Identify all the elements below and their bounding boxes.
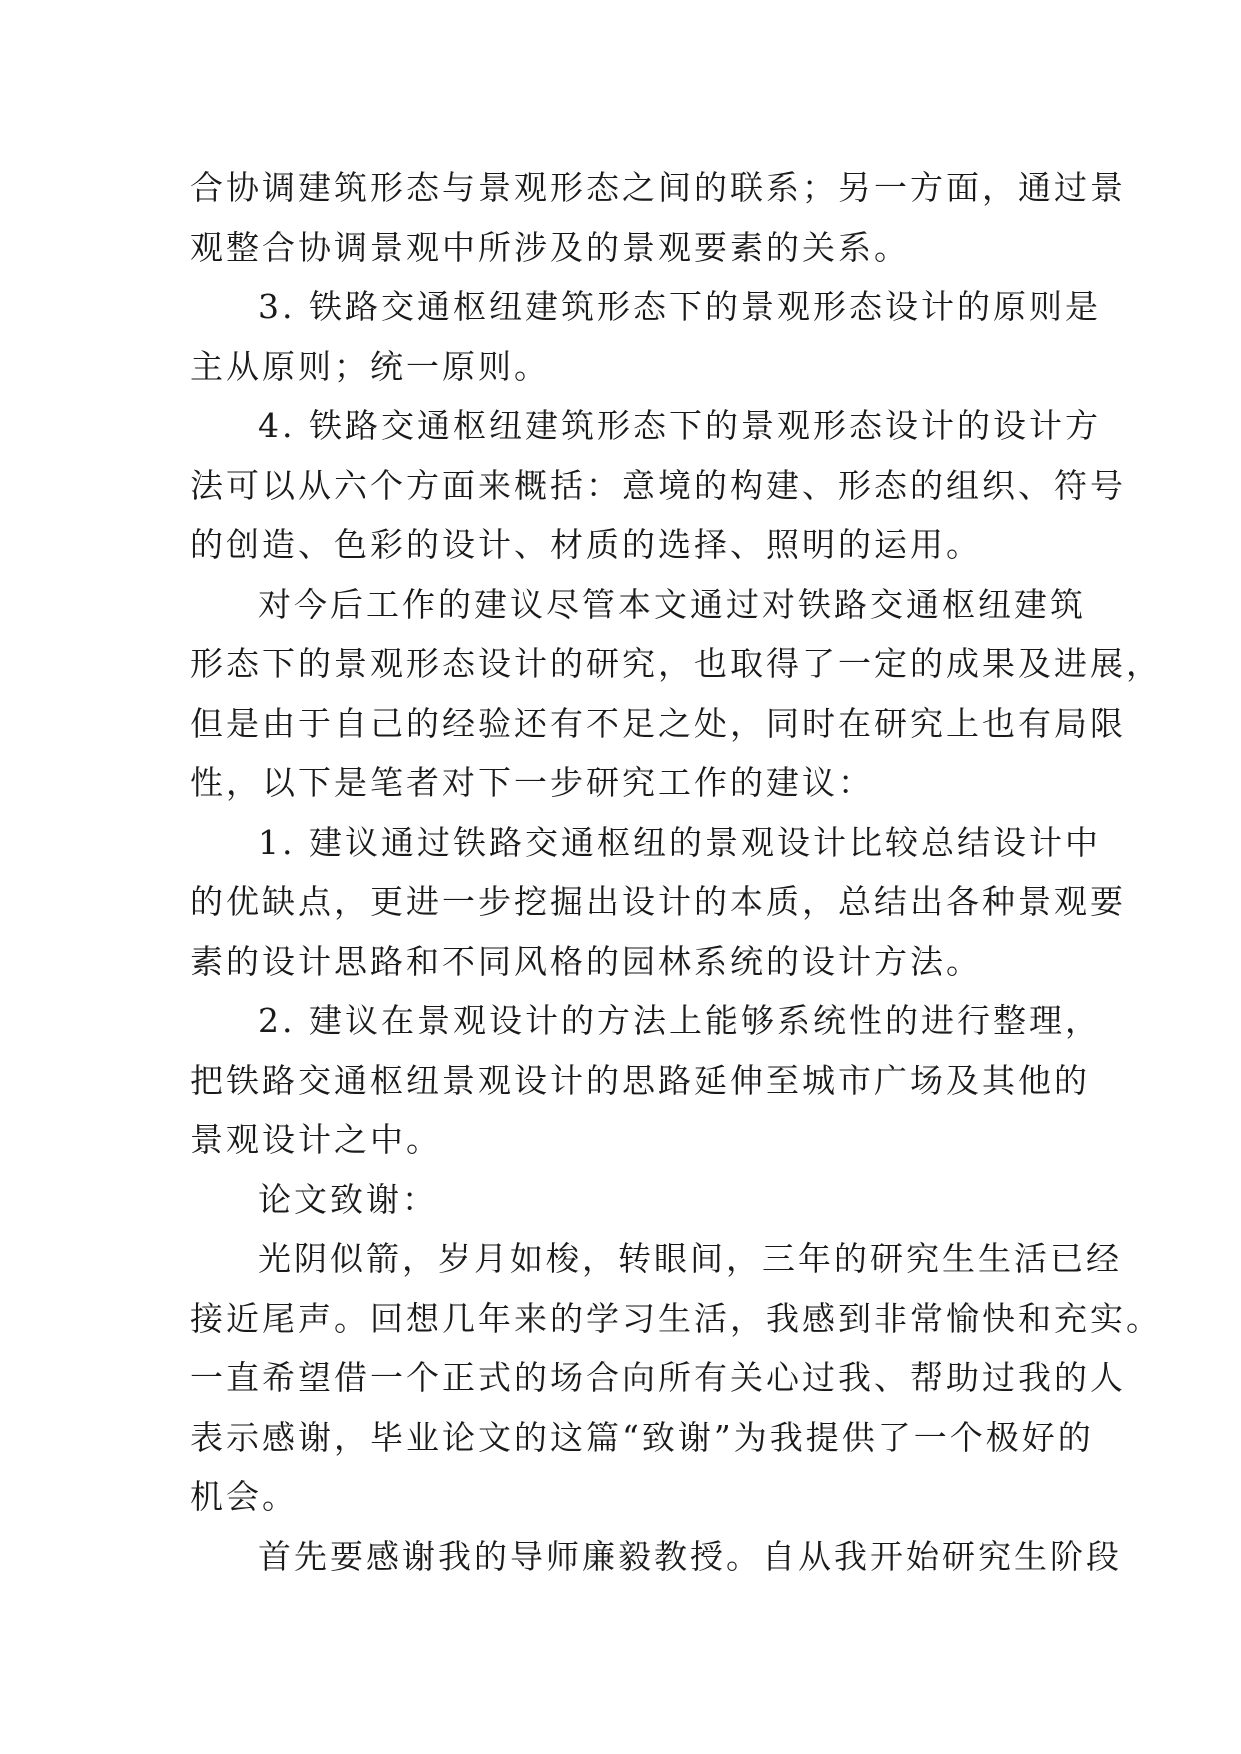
text-line: 接近尾声。回想几年来的学习生活，我感到非常愉快和充实。 [190,1298,1162,1338]
paragraph-suggestion-1 [190,813,1126,992]
text-line: 机会。 [190,1477,298,1516]
text-line: 论文致谢： [258,1179,438,1219]
text-line: 的创造、色彩的设计、材质的选择、照明的运用。 [190,525,982,564]
text-line: 2. 建议在景观设计的方法上能够系统性的进行整理， [258,1001,1101,1040]
paragraph-design-methods [190,396,1126,575]
text-line: 但是由于自己的经验还有不足之处，同时在研究上也有局限 [190,703,1126,743]
text-line: 法可以从六个方面来概括：意境的构建、形态的组织、符号 [190,465,1126,505]
text-line: 主从原则；统一原则。 [190,346,550,386]
text-line: 素的设计思路和不同风格的园林系统的设计方法。 [190,941,982,981]
text-line: 性，以下是笔者对下一步研究工作的建议： [190,763,874,802]
text-line: 观整合协调景观中所涉及的景观要素的关系。 [190,227,910,267]
document-body [190,158,1162,1586]
text-line: 首先要感谢我的导师廉毅教授。自从我开始研究生阶段 [258,1536,1122,1576]
text-line: 把铁路交通枢纽景观设计的思路延伸至城市广场及其他的 [190,1060,1090,1100]
text-line: 光阴似箭，岁月如梭，转眼间，三年的研究生生活已经 [258,1239,1122,1278]
paragraph-relationship-continuation [190,158,1126,277]
paragraph-design-principles [190,277,1101,396]
text-line: 合协调建筑形态与景观形态之间的联系；另一方面，通过景 [190,168,1126,207]
paragraph-acknowledgement-intro [190,1229,1162,1527]
text-line: 一直希望借一个正式的场合向所有关心过我、帮助过我的人 [190,1358,1126,1397]
text-line: 对今后工作的建议尽管本文通过对铁路交通枢纽建筑 [258,584,1086,624]
text-line: 形态下的景观形态设计的研究，也取得了一定的成果及进展， [190,644,1162,683]
text-line: 景观设计之中。 [190,1120,442,1159]
text-line: 1. 建议通过铁路交通枢纽的景观设计比较总结设计中 [258,822,1101,862]
acknowledgement-heading [190,1170,1052,1230]
text-line: 表示感谢，毕业论文的这篇“致谢”为我提供了一个极好的 [190,1417,1094,1457]
text-line: 4. 铁路交通枢纽建筑形态下的景观形态设计的设计方 [258,406,1101,445]
paragraph-suggestion-2 [190,991,1101,1170]
paragraph-thanks-advisor [190,1527,1122,1587]
text-line: 的优缺点，更进一步挖掘出设计的本质，总结出各种景观要 [190,882,1126,921]
paragraph-future-work-intro [190,575,1162,813]
text-line: 3. 铁路交通枢纽建筑形态下的景观形态设计的原则是 [258,287,1101,326]
